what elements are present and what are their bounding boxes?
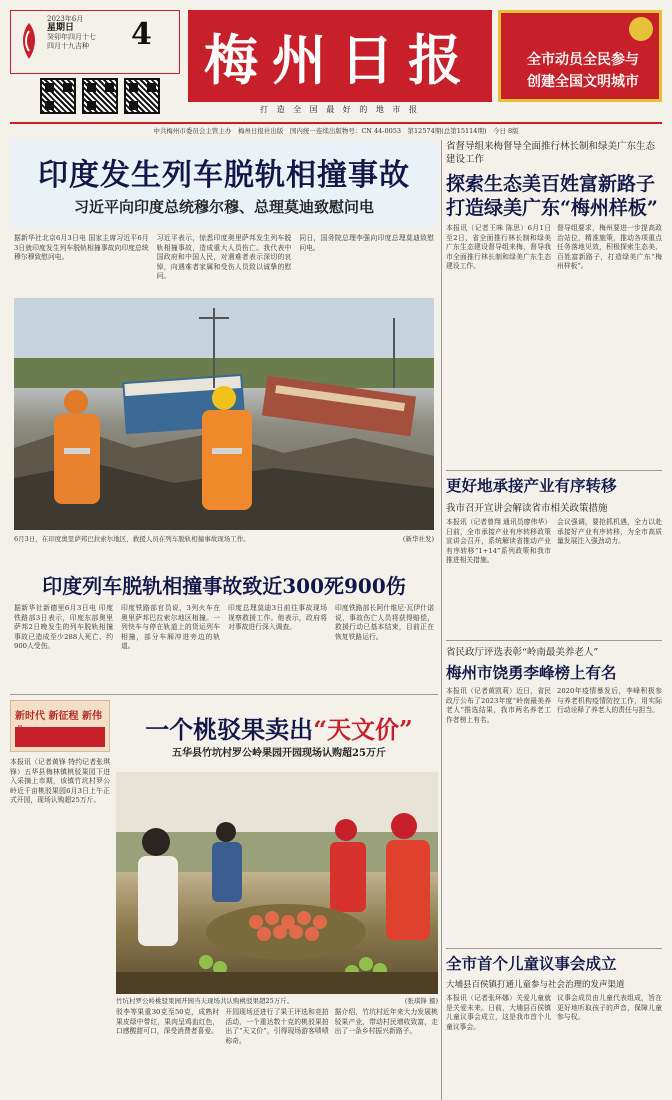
children-subheadline: 大埔县百侯镇打通儿童参与社会治理的发声渠道 — [446, 980, 625, 990]
day-number: 4 — [131, 17, 152, 52]
train-accident-illustration — [14, 298, 434, 530]
children-body-col: 议事会成员由儿童代表组成，旨在更好地听取孩子的声音，保障儿童参与权。 — [557, 994, 662, 1021]
qr-code-icon[interactable] — [124, 78, 160, 114]
peach-headline[interactable] — [120, 710, 438, 745]
industry-subheadline: 我市召开宣讲会解读省市相关政策措施 — [446, 503, 608, 514]
industry-body-col: 本报讯（记者曾翔 通讯员廖伟华）日前，全市承接产业有序转移政策宣讲会召开，系统解读省推动产业有序转移“1+14”系列政策和我市推进相关措施。 — [446, 518, 551, 564]
orchard-caption: 竹坑村罗公岭桃驳果园开园当天现场共认购桃驳果超25万斤。 — [116, 997, 294, 1005]
peach-headline-main: 一个桃驳果卖出 — [145, 715, 314, 744]
secondary-body-col: 印度铁路部长阿什维尼·瓦伊什诺说，事故伤亡人员将获得赔偿，救援行动已基本结束，目前正在恢复铁路运行。 — [335, 604, 434, 641]
elderly-body-col: 2020年疫情暴发后，李峰积极参与养老机构疫情防控工作，用实际行动诠释了养老人的责任与担当。 — [557, 687, 662, 714]
secondary-body-col: 印度铁路部官员说，3列火车在奥里萨邦巴拉索尔地区相撞。一列快车与停在轨道上的货运列车相撞，部分车厢冲进旁边的轨道。 — [121, 604, 220, 650]
elderly-headline[interactable]: 梅州市饶勇李峰榜上有名 — [446, 663, 617, 682]
ecology-article[interactable] — [446, 140, 662, 474]
peach-body-left: 本报讯（记者黄锋 特约记者张琪锋）五华县梅林镇桃驳果园下进入采摘上市期，该镇竹坑村罗公岭近千亩桃驳果园6月3日上午正式开园，现场认购超25万斤。 — [10, 758, 110, 804]
secondary-body-col: 印度总理莫迪3日前往事故现场视察救援工作。他表示，政府将对事故进行深入调查。 — [228, 604, 327, 631]
children-headline[interactable]: 全市首个儿童议事会成立 — [446, 954, 617, 973]
children-body — [446, 994, 662, 1094]
masthead — [10, 10, 662, 122]
orchard-illustration — [116, 772, 438, 994]
children-council-article[interactable] — [446, 954, 662, 1094]
section-divider — [10, 694, 438, 695]
right-column — [446, 140, 662, 1100]
lead-article[interactable] — [10, 140, 438, 690]
peach-headline-emphasis: “天文价” — [313, 715, 413, 744]
secondary-headline[interactable]: 印度列车脱轨相撞事故致近300死900伤 — [42, 574, 406, 598]
column-divider — [441, 140, 442, 1100]
children-body-col: 本报讯（记者张环娜）关爱儿童就是关爱未来。日前，大埔县百侯镇儿童议事会成立，这是我市首个儿童议事会。 — [446, 994, 551, 1031]
photo-credit: (新华社发) — [402, 535, 434, 543]
ecology-headline[interactable]: 探索生态美百姓富新路子打造绿美广东“梅州样板” — [446, 173, 658, 219]
section-divider — [446, 470, 662, 471]
orchard-credit: (张琪锋 摄) — [404, 997, 438, 1005]
orchard-photo[interactable] — [116, 772, 438, 994]
lunar-date: 癸卯年四月十七 — [47, 33, 96, 41]
industry-body-col: 会议强调，要抢抓机遇，全力以赴承接好产业有序转移，为全市高质量发展注入强劲动力。 — [557, 518, 662, 545]
elderly-care-article[interactable] — [446, 646, 662, 877]
emblem-icon — [629, 17, 653, 41]
promo-banner[interactable] — [498, 10, 662, 102]
industry-headline[interactable]: 更好地承接产业有序转移 — [446, 476, 617, 495]
column-tag-banner — [15, 727, 105, 747]
peach-body — [116, 1008, 438, 1098]
lead-body-col: 同日，国务院总理李强向印度总理莫迪致慰问电。 — [299, 234, 435, 252]
industry-body — [446, 518, 662, 648]
ecology-body — [446, 224, 662, 474]
secondary-body-col: 据新华社新德里6月3日电 印度铁路部3日表示，印度东部奥里萨邦2日晚发生的列车脱轨相撞事故已造成至少288人死亡、约900人受伤。 — [14, 604, 113, 650]
peach-subheadline: 五华县竹坑村罗公岭果园开园现场认购超25万斤 — [172, 748, 386, 759]
column-tag — [10, 700, 110, 752]
qr-code-icon[interactable] — [40, 78, 76, 114]
weekday: 星期日 — [47, 23, 75, 33]
industry-article[interactable] — [446, 476, 662, 648]
newspaper-logo-icon — [17, 21, 41, 61]
peach-plum-article[interactable] — [10, 700, 438, 1100]
lead-body-col: 习近平表示，惊悉印度奥里萨邦发生列车脱轨相撞事故，造成重大人员伤亡。我代表中国政府和中国人民，对遇难者表示深切的哀悼，向遇难者家属和受伤人员致以诚挚的慰问。 — [156, 234, 292, 280]
column-tag-text: 新时代 新征程 新伟 — [15, 711, 102, 722]
photo-caption: 6月3日，在印度奥里萨邦巴拉索尔地区，救援人员在列车脱轨相撞事故现场工作。 — [14, 535, 250, 543]
qr-codes — [40, 78, 160, 114]
qr-code-icon[interactable] — [82, 78, 118, 114]
peach-body-col: 驳李等果重30克至50克，成熟时果皮绿中带红，果肉呈鸡血红色，口感酸甜可口，深受消费者喜爱。 — [116, 1008, 220, 1035]
newspaper-title: 梅州日报 — [204, 27, 476, 92]
elderly-body-col: 本报讯（记者黄凯莉）近日，省民政厅公布了2023年度“岭南最美养老人”推选结果，我市两名养老工作者榜上有名。 — [446, 687, 551, 724]
date-box — [10, 10, 180, 74]
ecology-kicker: 省督导组来梅督导全面推行林长制和绿美广东生态建设工作 — [446, 141, 656, 165]
lead-body — [14, 234, 434, 296]
ecology-body-col: 本报讯（记者王咪 陈思）6月1日至2日，省全面推行林长制和绿美广东生态建设督导组来梅，督导我市全面推行林长制和绿美广东生态建设工作。 — [446, 224, 551, 270]
publication-info: 中共梅州市委员会主管主办 梅州日报社出版 国内统一连续出版物号：CN 44-0053 第12574期(总第15114期) 今日 8版 — [10, 122, 662, 134]
section-divider — [446, 948, 662, 949]
peach-body-col: 开园现场还进行了果王评选和竞拍活动，一个重达数十克的桃驳果拍出了“天文价”，引得现场游客啧啧称奇。 — [225, 1008, 329, 1045]
train-accident-photo[interactable] — [14, 298, 434, 530]
section-divider — [446, 640, 662, 641]
elderly-kicker: 省民政厅评选表彰“岭南最美养老人” — [446, 647, 599, 658]
date-text — [47, 15, 96, 51]
lunar-date-2: 四月十九吉种 — [47, 42, 89, 50]
ecology-body-col: 督导组要求，梅州要进一步提高政治站位，精准施策，推动各项重点任务落地见效，积极探索生态美、百姓富新路子，打造绿美广东“梅州样板”。 — [557, 224, 662, 270]
promo-line-2: 创建全国文明城市 — [527, 74, 639, 90]
peach-body-col: 据介绍，竹坑村近年来大力发展桃驳果产业，带动村民增收致富，走出了一条乡村振兴新路子。 — [334, 1008, 438, 1035]
secondary-body — [14, 604, 434, 686]
slogan: 打 造 全 国 最 好 的 地 市 报 — [260, 105, 420, 114]
elderly-body — [446, 687, 662, 877]
year-month: 2023年6月 — [47, 15, 84, 23]
lead-subheadline: 习近平向印度总统穆尔穆、总理莫迪致慰问电 — [73, 198, 374, 216]
promo-line-1: 全市动员全民参与 — [527, 52, 639, 68]
lead-headline[interactable]: 印度发生列车脱轨相撞事故 — [38, 158, 410, 193]
lead-body-col: 据新华社北京6月3日电 国家主席习近平6月3日就印度发生列车脱轨相撞事故向印度总统穆尔穆致慰问电。 — [14, 234, 149, 261]
newspaper-title-box — [188, 10, 492, 102]
